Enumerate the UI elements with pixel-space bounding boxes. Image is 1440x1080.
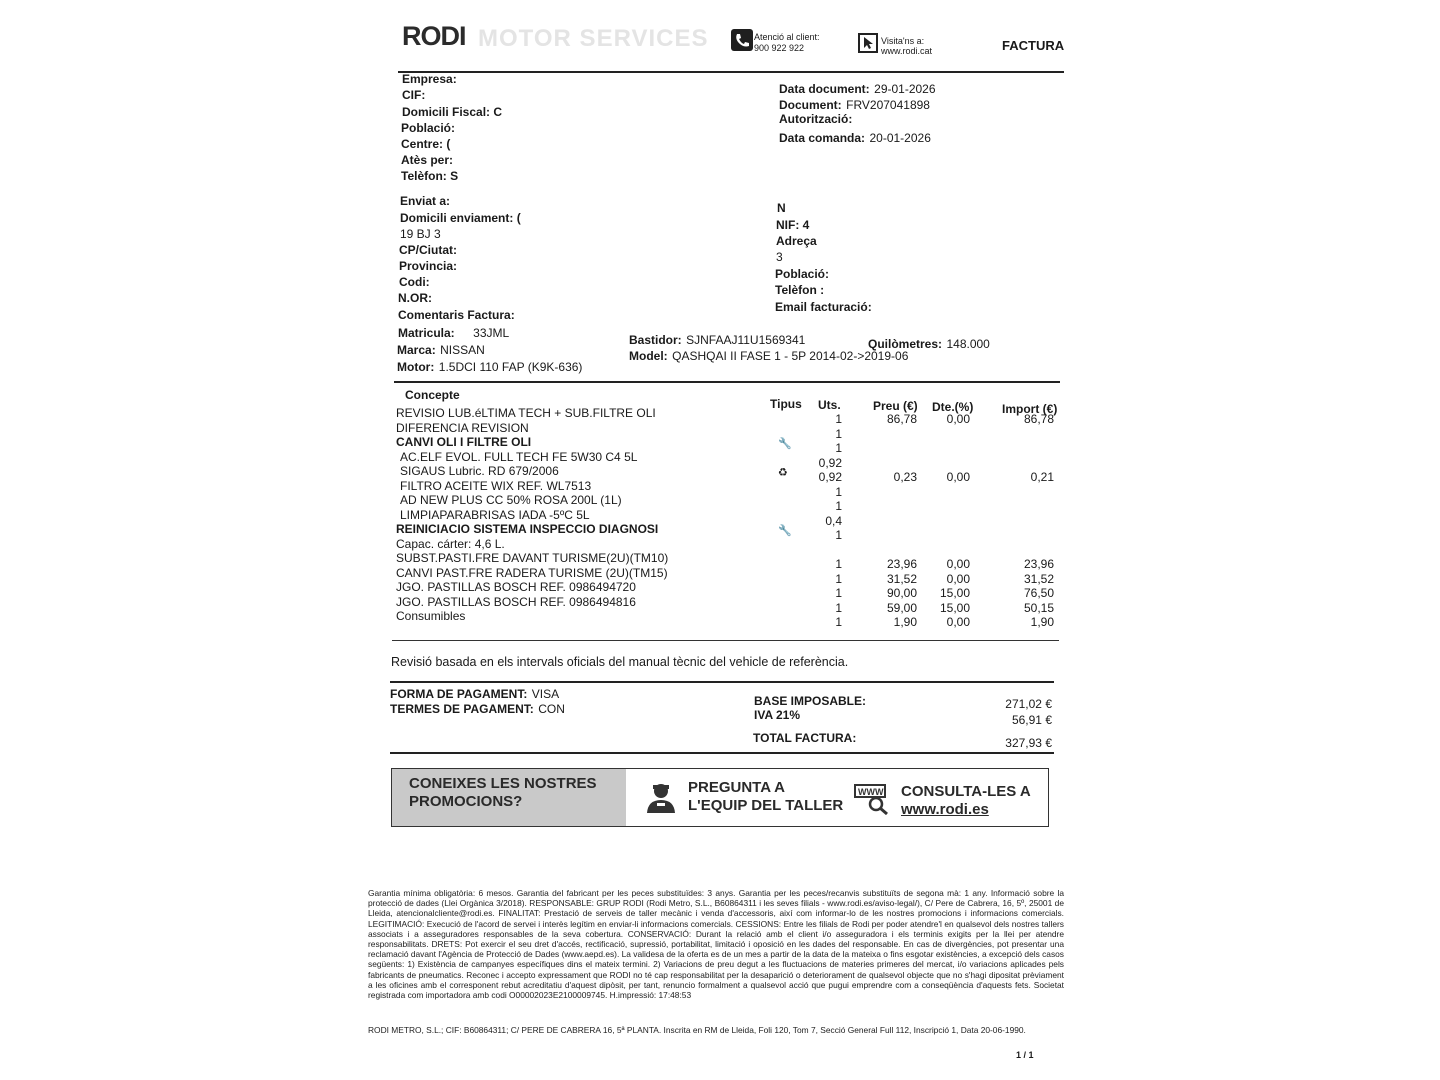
row-uts: 1: [835, 412, 842, 426]
row-uts: 0,92: [818, 456, 842, 470]
customer-telefon-label: Telèfon :: [775, 283, 825, 297]
row-dte: 0,00: [946, 470, 970, 484]
row-concept: LIMPIAPARABRISAS IADA -5ºC 5L: [400, 508, 590, 522]
row-dte: 0,00: [946, 557, 970, 571]
adreca-label: Adreça: [776, 234, 817, 248]
data-comanda-label: Data comanda:: [779, 131, 866, 145]
row-uts: 1: [835, 499, 842, 513]
customer-poblacio-label: Població:: [775, 267, 830, 281]
data-document-value: 29-01-2026: [874, 82, 936, 96]
base-imposable-label: BASE IMPOSABLE:: [754, 694, 867, 708]
poblacio-label: Població:: [401, 121, 456, 135]
row-import: 76,50: [1023, 586, 1054, 600]
row-uts: 1: [835, 441, 842, 455]
promo-1-line-2: PROMOCIONS?: [409, 793, 523, 810]
model: [629, 347, 908, 365]
data-document-label: Data document:: [779, 82, 870, 96]
col-dte: Dte.(%): [932, 400, 974, 414]
forma-pagament-label: FORMA DE PAGAMENT:: [390, 687, 528, 701]
empresa-label: Empresa:: [402, 72, 457, 86]
cif-label: CIF:: [402, 88, 426, 102]
matricula-label: Matricula:: [398, 326, 455, 340]
row-concept: REVISIO LUB.éLTIMA TECH + SUB.FILTRE OLI: [396, 406, 656, 420]
recycle-icon: ♻: [778, 467, 788, 479]
address-line: 19 BJ 3: [400, 227, 441, 241]
total-factura-value: 327,93 €: [1005, 736, 1052, 750]
promo-2-line-1: PREGUNTA A: [688, 779, 785, 796]
row-preu: 86,78: [886, 412, 917, 426]
address-number: 3: [776, 250, 783, 264]
telefon-label: Telèfon: S: [401, 169, 459, 183]
row-import: 86,78: [1023, 412, 1054, 426]
row-dte: 15,00: [939, 586, 970, 600]
autoritzacio-label: Autorització:: [779, 112, 853, 126]
comentaris-label: Comentaris Factura:: [398, 308, 515, 322]
promo-banner: [391, 768, 1049, 827]
domicili-label: Domicili Fiscal: C: [402, 105, 503, 119]
iva-label: IVA 21%: [754, 708, 801, 722]
promo-website-link[interactable]: www.rodi.es: [901, 801, 989, 818]
table-bottom-divider: [392, 640, 1059, 641]
visit-label: Visita'ns a:: [881, 36, 925, 46]
row-concept: Capac. cárter: 4,6 L.: [396, 537, 505, 551]
codi-label: Codi:: [399, 275, 430, 289]
provincia-label: Provincia:: [399, 259, 458, 273]
bastidor-value: SJNFAAJ11U1569341: [686, 333, 806, 347]
ates-label: Atès per:: [401, 153, 454, 167]
row-uts: 1: [835, 601, 842, 615]
row-dte: 0,00: [946, 572, 970, 586]
centre-label: Centre: (: [401, 137, 451, 151]
row-preu: 23,96: [886, 557, 917, 571]
quilometres-label: Quilòmetres:: [868, 337, 943, 351]
visit-url: www.rodi.cat: [881, 46, 933, 56]
total-factura-label: TOTAL FACTURA:: [753, 731, 857, 745]
row-dte: 15,00: [939, 601, 970, 615]
row-uts: 1: [835, 615, 842, 629]
nor-label: N.OR:: [398, 291, 432, 305]
model-value: QASHQAI II FASE 1 - 5P 2014-02->2019-06: [672, 349, 909, 363]
bastidor-label: Bastidor:: [629, 333, 682, 347]
base-imposable-value: 271,02 €: [1005, 697, 1052, 711]
col-concepte: Concepte: [405, 388, 460, 402]
contact-label: Atenció al client:: [754, 32, 820, 42]
row-concept: REINICIACIO SISTEMA INSPECCIO DIAGNOSI: [396, 522, 659, 536]
wrench-icon: 🔧: [778, 438, 792, 450]
domicili-enviament-label: Domicili enviament: (: [400, 211, 521, 225]
promo-2-line-2: L'EQUIP DEL TALLER: [688, 797, 844, 814]
page-number: 1 / 1: [1016, 1050, 1034, 1060]
row-import: 1,90: [1030, 615, 1054, 629]
row-uts: 1: [835, 572, 842, 586]
revision-note: Revisió basada en els intervals oficials del manual tècnic del vehicle de referència.: [391, 655, 849, 669]
matricula: [398, 324, 509, 342]
promo-text-1: [409, 775, 597, 811]
promo-text-3: [901, 783, 1031, 819]
data-comanda: [779, 129, 931, 147]
iva-value: 56,91 €: [1011, 713, 1052, 727]
cursor-icon: [858, 33, 878, 53]
row-preu: 59,00: [886, 601, 917, 615]
brand-subtitle: MOTOR SERVICES: [478, 25, 709, 52]
row-concept: AC.ELF EVOL. FULL TECH FE 5W30 C4 5L: [400, 450, 638, 464]
row-uts: 1: [835, 586, 842, 600]
termes-pagament-label: TERMES DE PAGAMENT:: [390, 702, 534, 716]
table-top-divider: [394, 381, 1060, 383]
row-uts: 1: [835, 528, 842, 542]
phone-icon: [731, 29, 753, 51]
row-concept: JGO. PASTILLAS BOSCH REF. 0986494816: [396, 595, 636, 609]
forma-pagament-value: VISA: [531, 687, 560, 701]
data-comanda-value: 20-01-2026: [869, 131, 931, 145]
row-import: 23,96: [1023, 557, 1054, 571]
mechanic-icon: [644, 782, 678, 819]
row-concept: FILTRO ACEITE WIX REF. WL7513: [400, 479, 592, 493]
motor: [397, 358, 582, 376]
row-preu: 90,00: [886, 586, 917, 600]
document-label: Document:: [779, 98, 842, 112]
nif-label: NIF: 4: [776, 218, 810, 232]
row-dte: 0,00: [946, 615, 970, 629]
wrench-icon: 🔧: [778, 525, 792, 537]
promo-3-line-1: CONSULTA-LES A: [901, 783, 1031, 800]
row-concept: SUBST.PASTI.FRE DAVANT TURISME(2U)(TM10): [396, 551, 669, 565]
motor-label: Motor:: [397, 360, 435, 374]
row-concept: Consumibles: [396, 609, 466, 623]
totals-divider: [390, 752, 1054, 754]
legal-footer: RODI METRO, S.L.; CIF: B60864311; C/ PERE DE CABRERA 16, 5ª PLANTA. Inscrita en RM de Lleida, Foli 120, Tom 7, Secció General Full 112, Inscripció 1, Data 20-06-1990.: [368, 1025, 1026, 1035]
row-uts: 1: [835, 485, 842, 499]
legal-text: Garantia mínima obligatòria: 6 mesos. Garantia del fabricant per les peces substituïdes: 3 anys. Garantia per les peces/recanvis substituïts de segona mà: 1 any. Informació sobre la protecció de dades (Llei Orgànica 3/2018). RESPONSABLE: GRUP RODI (Rodi Metro, S.L., B60864311 i les seves filials - www.rodi.es/aviso-legal/), C/ Pere de Cabrera, 16, 5º, 25001 de Lleida, atencionalcliente@rodi.es. FINALITAT: Prestació de serveis de taller mecànic i venda d'accessoris, així com informar-lo de les nostres promocions i informacions comercials. LEGITIMACIÓ: Execució de l'acord de servei i interès legítim en enviar-li informacions comercials. CESSIONS: Entre les filials de Rodi per poder atendre'l en qualsevol dels nostres tallers associats i a asseguradores responsables de la seva cobertura. CONSERVACIÓ: Durant la relació amb el client i/o asseguradora i els terminis exigits per la llei per atendre responsabilitats. DRETS: Pot exercir el seu dret d'accés, rectificació, supressió, portabilitat, limitació i oposició en les dades del responsable. En cas de divergències, pot presentar una reclamació davant l'Agència de Protecció de Dades (www.aepd.es). La validesa de la oferta es de un mes a partir de la data de la mateixa o fins esgotar existències, a excepció dels casos següents: 1) Existència de campanyes específiques dins el mateix termini. 2) Variacions de preu degut a les fluctuacions de materies primeres del mercat, i/o variacions aplicades pels fabricants de pneumatics. Reconec i accepto expressament que RODI no té cap responsabilitat per la desaparició o deteriorament de qualsevol objecte que no s'hagi dipositat prèviament a les oficines amb el corresponent rebut acreditatiu d'aquest dipòsit, per tant, renuncio formalment a qualsevol acció que pugui emprendre com a conseqüència d'aquests fets. Societat registrada com importadora amb codi O00002023E2100009745. H.impressió: 17:48:53: [368, 888, 1064, 1001]
row-preu: 31,52: [886, 572, 917, 586]
marca-label: Marca:: [397, 343, 436, 357]
promo-1-line-1: CONEIXES LES NOSTRES: [409, 775, 597, 792]
document-value: FRV207041898: [846, 98, 930, 112]
row-preu: 1,90: [893, 615, 917, 629]
col-preu: Preu (€): [873, 399, 918, 413]
row-preu: 0,23: [893, 470, 917, 484]
quilometres-value: 148.000: [946, 337, 990, 351]
marca-value: NISSAN: [440, 343, 485, 357]
col-import: Import (€): [1002, 402, 1058, 416]
document-type: FACTURA: [1002, 38, 1065, 53]
row-import: 50,15: [1023, 601, 1054, 615]
cp-ciutat-label: CP/Ciutat:: [399, 243, 457, 257]
row-concept: CANVI OLI I FILTRE OLI: [396, 435, 532, 449]
row-uts: 1: [835, 427, 842, 441]
row-concept: JGO. PASTILLAS BOSCH REF. 0986494720: [396, 580, 636, 594]
payment-divider: [390, 681, 1054, 683]
promo-left-panel: [392, 769, 626, 826]
email-facturacio-label: Email facturació:: [775, 300, 872, 314]
brand-logo: RODI: [402, 21, 466, 51]
row-uts: 0,4: [825, 514, 842, 528]
promo-text-2: [688, 779, 843, 815]
termes-pagament: [390, 700, 565, 718]
row-uts: 0,92: [818, 470, 842, 484]
row-dte: 0,00: [946, 412, 970, 426]
col-tipus: Tipus: [770, 397, 802, 411]
marca: [397, 341, 485, 359]
contact-phone: 900 922 922: [754, 43, 805, 53]
termes-pagament-value: CON: [538, 702, 565, 716]
www-search-icon: [854, 783, 890, 820]
row-concept: CANVI PAST.FRE RADERA TURISME (2U)(TM15): [396, 566, 668, 580]
motor-value: 1.5DCI 110 FAP (K9K-636): [438, 360, 583, 374]
row-concept: AD NEW PLUS CC 50% ROSA 200L (1L): [400, 493, 622, 507]
www-badge-text: WWW: [858, 787, 884, 797]
model-label: Model:: [629, 349, 668, 363]
row-concept: SIGAUS Lubric. RD 679/2006: [400, 464, 559, 478]
row-import: 0,21: [1030, 470, 1054, 484]
row-uts: 1: [835, 557, 842, 571]
customer-name: N: [777, 201, 786, 215]
col-uts: Uts.: [818, 398, 841, 412]
row-import: 31,52: [1023, 572, 1054, 586]
enviat-label: Enviat a:: [400, 194, 451, 208]
header-divider: [398, 71, 1064, 73]
matricula-value: 33JML: [473, 326, 510, 340]
row-concept: DIFERENCIA REVISION: [396, 421, 529, 435]
